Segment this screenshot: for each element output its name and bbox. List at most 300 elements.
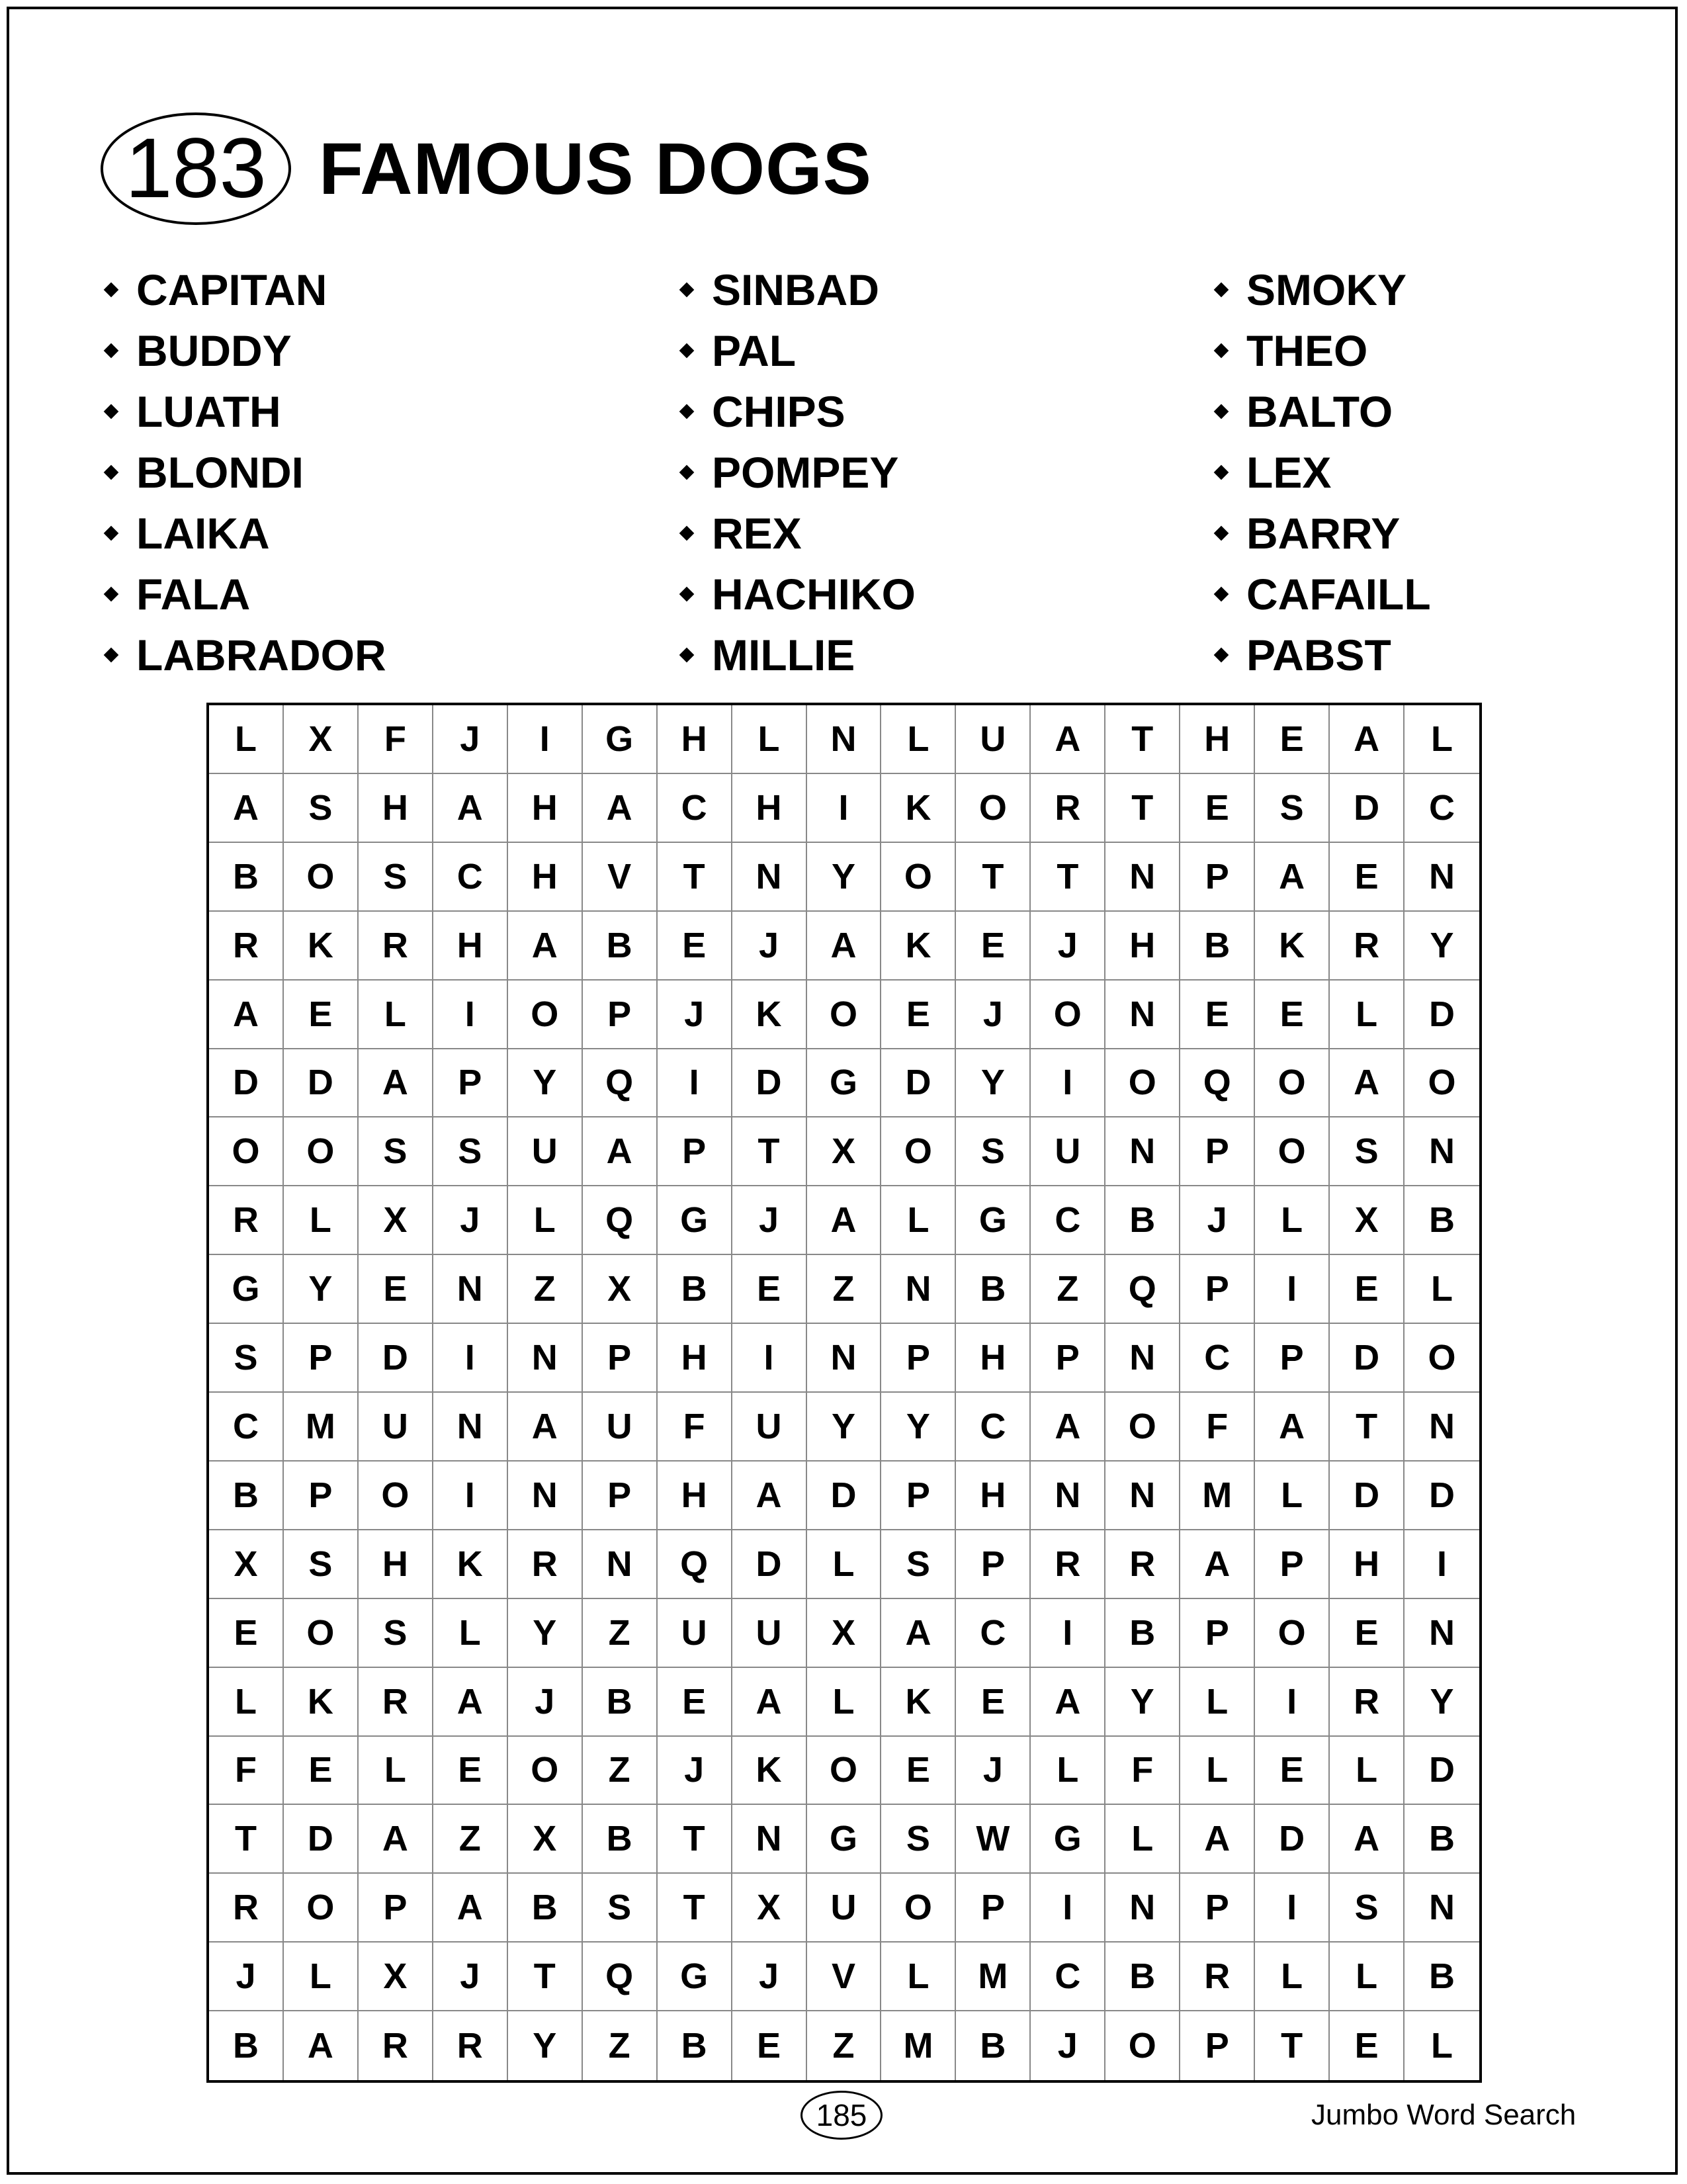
grid-cell: U <box>658 1599 732 1668</box>
grid-cell: O <box>1105 1049 1180 1118</box>
grid-cell: O <box>284 1117 359 1186</box>
grid-cell: O <box>209 1117 284 1186</box>
grid-cell: P <box>1180 1255 1255 1324</box>
page-number: 185 <box>816 2098 867 2132</box>
grid-cell: J <box>658 1737 732 1806</box>
grid-cell: J <box>732 912 807 981</box>
grid-cell: L <box>209 1668 284 1737</box>
grid-cell: D <box>1405 1737 1479 1806</box>
grid-cell: N <box>732 843 807 912</box>
grid-cell: D <box>1330 774 1405 843</box>
grid-cell: N <box>1405 1117 1479 1186</box>
grid-cell: Y <box>1405 1668 1479 1737</box>
word-list-item <box>101 381 386 442</box>
grid-cell: Z <box>508 1255 583 1324</box>
grid-cell: E <box>732 1255 807 1324</box>
grid-cell: D <box>1405 981 1479 1049</box>
grid-cell: L <box>1180 1737 1255 1806</box>
grid-cell: A <box>1031 1668 1105 1737</box>
grid-cell: A <box>1330 1805 1405 1874</box>
grid-cell: Z <box>433 1805 508 1874</box>
grid-cell: O <box>1255 1599 1330 1668</box>
grid-cell: R <box>209 912 284 981</box>
grid-cell: L <box>1255 1943 1330 2011</box>
grid-cell: Q <box>583 1943 658 2011</box>
grid-cell: A <box>433 1668 508 1737</box>
grid-cell: L <box>1405 705 1479 774</box>
grid-cell: C <box>1405 774 1479 843</box>
grid-cell: E <box>1330 1599 1405 1668</box>
grid-cell: O <box>284 1874 359 1943</box>
grid-cell: E <box>1255 705 1330 774</box>
grid-cell: Y <box>508 1599 583 1668</box>
grid-cell: L <box>1330 1737 1405 1806</box>
grid-cell: E <box>284 1737 359 1806</box>
word-text: BLONDI <box>136 448 304 497</box>
grid-cell: V <box>583 843 658 912</box>
word-text: LABRADOR <box>136 631 386 679</box>
grid-cell: L <box>209 705 284 774</box>
grid-cell: D <box>1330 1324 1405 1393</box>
grid-cell: J <box>1031 2011 1105 2080</box>
grid-cell: P <box>658 1117 732 1186</box>
grid-cell: K <box>881 912 956 981</box>
grid-cell: T <box>209 1805 284 1874</box>
grid-cell: L <box>1330 981 1405 1049</box>
grid-cell: E <box>658 1668 732 1737</box>
grid-cell: X <box>1330 1186 1405 1255</box>
grid-cell: N <box>807 1324 882 1393</box>
grid-cell: R <box>1031 774 1105 843</box>
grid-cell: O <box>1405 1324 1479 1393</box>
grid-cell: L <box>1431 2026 1453 2066</box>
grid-cell: K <box>284 1668 359 1737</box>
grid-cell: H <box>1330 1530 1405 1599</box>
grid-cell: B <box>583 912 658 981</box>
word-list-item <box>676 259 916 320</box>
grid-cell: Z <box>807 2011 882 2080</box>
grid-cell: C <box>1031 1943 1105 2011</box>
grid-cell: P <box>956 1530 1031 1599</box>
grid-cell: R <box>359 2011 433 2080</box>
grid-cell: B <box>1105 1186 1180 1255</box>
grid-cell: L <box>359 981 433 1049</box>
grid-cell: S <box>881 1805 956 1874</box>
word-text: CHIPS <box>712 387 845 436</box>
grid-cell: L <box>732 705 807 774</box>
grid-cell: H <box>1180 705 1255 774</box>
grid-cell: X <box>284 705 359 774</box>
grid-cell: R <box>359 912 433 981</box>
grid-cell: F <box>209 1737 284 1806</box>
grid-cell: U <box>508 1117 583 1186</box>
grid-cell: N <box>508 1462 583 1530</box>
grid-cell: B <box>209 2011 284 2080</box>
grid-cell: F <box>658 1393 732 1462</box>
grid-cell: B <box>956 2011 1031 2080</box>
grid-cell: S <box>359 1117 433 1186</box>
grid-cell: G <box>658 1943 732 2011</box>
word-list-item <box>676 564 916 625</box>
grid-cell: O <box>1405 1049 1479 1118</box>
grid-cell: A <box>732 1462 807 1530</box>
word-list-item <box>101 442 386 503</box>
grid-cell: B <box>1105 1943 1180 2011</box>
grid-cell: B <box>658 1255 732 1324</box>
diamond-bullet-icon <box>104 648 119 663</box>
grid-cell: N <box>1405 1599 1479 1668</box>
grid-cell: U <box>359 1393 433 1462</box>
grid-cell: N <box>1405 843 1479 912</box>
grid-cell: S <box>583 1874 658 1943</box>
grid-cell: L <box>1180 1668 1255 1737</box>
grid-cell: Q <box>583 1049 658 1118</box>
grid-cell: G <box>1031 1805 1105 1874</box>
grid-cell: N <box>433 1255 508 1324</box>
grid-cell: A <box>1031 1393 1105 1462</box>
grid-cell: I <box>1255 1255 1330 1324</box>
grid-cell: N <box>433 1393 508 1462</box>
grid-cell: I <box>1031 1874 1105 1943</box>
grid-cell: C <box>433 843 508 912</box>
grid-cell: P <box>956 1874 1031 1943</box>
grid-cell: O <box>508 981 583 1049</box>
grid-cell: A <box>284 2011 359 2080</box>
word-list-item <box>676 381 916 442</box>
grid-cell: B <box>658 2011 732 2080</box>
grid-cell: F <box>359 705 433 774</box>
grid-cell: A <box>583 1117 658 1186</box>
grid-cell: P <box>359 1874 433 1943</box>
diamond-bullet-icon <box>679 283 695 298</box>
word-list-item <box>1211 381 1431 442</box>
diamond-bullet-icon <box>1214 343 1229 359</box>
diamond-bullet-icon <box>679 587 695 602</box>
grid-cell: F <box>1180 1393 1255 1462</box>
grid-cell: J <box>209 1943 284 2011</box>
grid-cell: S <box>284 1530 359 1599</box>
grid-cell: B <box>1105 1599 1180 1668</box>
grid-cell: H <box>1105 912 1180 981</box>
grid-cell: L <box>433 1599 508 1668</box>
grid-cell: U <box>807 1874 882 1943</box>
grid-cell: A <box>807 912 882 981</box>
grid-cell: N <box>583 1530 658 1599</box>
grid-cell: K <box>881 1668 956 1737</box>
word-text: PABST <box>1246 631 1391 679</box>
grid-cell: A <box>359 1805 433 1874</box>
letter-grid <box>206 703 1482 2083</box>
grid-cell: Y <box>956 1049 1031 1118</box>
grid-cell: H <box>433 912 508 981</box>
grid-cell: L <box>284 1186 359 1255</box>
grid-cell: D <box>1255 1805 1330 1874</box>
grid-cell: E <box>284 981 359 1049</box>
grid-cell: N <box>732 1805 807 1874</box>
grid-cell: R <box>1180 1943 1255 2011</box>
grid-cell: S <box>359 843 433 912</box>
diamond-bullet-icon <box>679 343 695 359</box>
grid-cell: B <box>209 843 284 912</box>
grid-cell: O <box>807 981 882 1049</box>
grid-cell: J <box>956 981 1031 1049</box>
grid-cell: D <box>284 1805 359 1874</box>
grid-cell: Y <box>1405 912 1479 981</box>
grid-cell: X <box>583 1255 658 1324</box>
grid-cell: T <box>1330 1393 1405 1462</box>
grid-cell: O <box>1105 1393 1180 1462</box>
diamond-bullet-icon <box>1214 648 1229 663</box>
word-text: BALTO <box>1246 387 1393 436</box>
grid-cell: S <box>881 1530 956 1599</box>
grid-cell: R <box>1330 1668 1405 1737</box>
word-list-item <box>1211 503 1431 564</box>
grid-cell: K <box>881 774 956 843</box>
grid-cell: O <box>1031 981 1105 1049</box>
grid-cell: D <box>359 1324 433 1393</box>
grid-cell: O <box>881 1117 956 1186</box>
grid-cell: J <box>433 705 508 774</box>
grid-cell: H <box>508 843 583 912</box>
grid-cell: P <box>583 1324 658 1393</box>
word-list-item <box>676 320 916 381</box>
grid-cell: O <box>359 1462 433 1530</box>
grid-cell: L <box>1105 1805 1180 1874</box>
diamond-bullet-icon <box>1214 404 1229 419</box>
grid-cell: T <box>1105 705 1180 774</box>
grid-cell: D <box>1330 1462 1405 1530</box>
grid-cell: T <box>658 843 732 912</box>
grid-cell: P <box>1031 1324 1105 1393</box>
grid-cell: G <box>209 1255 284 1324</box>
diamond-bullet-icon <box>104 465 119 480</box>
grid-cell: O <box>956 774 1031 843</box>
grid-cell: E <box>1330 843 1405 912</box>
word-list-column-2 <box>676 259 916 685</box>
grid-cell: Q <box>658 1530 732 1599</box>
grid-cell: B <box>1405 1805 1479 1874</box>
grid-cell: N <box>1105 1117 1180 1186</box>
puzzle-number: 183 <box>125 121 267 216</box>
puzzle-number-badge <box>101 112 291 225</box>
grid-cell: N <box>1105 1874 1180 1943</box>
grid-cell: K <box>732 1737 807 1806</box>
grid-cell: B <box>508 1874 583 1943</box>
grid-cell: T <box>508 1943 583 2011</box>
grid-cell: N <box>881 1255 956 1324</box>
grid-cell: S <box>1255 774 1330 843</box>
grid-cell: B <box>1180 912 1255 981</box>
word-list-column-3 <box>1211 259 1431 685</box>
grid-cell: Y <box>1105 1668 1180 1737</box>
grid-cell: C <box>1031 1186 1105 1255</box>
grid-cell: N <box>1105 1462 1180 1530</box>
grid-cell: A <box>359 1049 433 1118</box>
grid-cell: P <box>433 1049 508 1118</box>
puzzle-title: FAMOUS DOGS <box>319 128 873 210</box>
grid-cell: H <box>658 1324 732 1393</box>
word-text: BUDDY <box>136 326 292 375</box>
diamond-bullet-icon <box>1214 587 1229 602</box>
grid-cell: L <box>881 705 956 774</box>
word-list-item <box>101 503 386 564</box>
grid-cell: A <box>1180 1530 1255 1599</box>
grid-cell: S <box>209 1324 284 1393</box>
grid-cell: I <box>433 1462 508 1530</box>
grid-cell: E <box>732 2011 807 2080</box>
word-list-item <box>676 503 916 564</box>
diamond-bullet-icon <box>104 526 119 541</box>
grid-cell: A <box>732 1668 807 1737</box>
grid-cell: E <box>956 1668 1031 1737</box>
grid-cell: R <box>209 1874 284 1943</box>
grid-cell: A <box>881 1599 956 1668</box>
grid-cell: M <box>881 2011 956 2080</box>
word-list-item <box>1211 442 1431 503</box>
grid-cell: O <box>1255 1117 1330 1186</box>
grid-cell: L <box>1255 1462 1330 1530</box>
diamond-bullet-icon <box>104 343 119 359</box>
grid-cell: L <box>881 1186 956 1255</box>
grid-cell: O <box>881 1874 956 1943</box>
grid-cell: B <box>956 1255 1031 1324</box>
grid-cell: H <box>956 1462 1031 1530</box>
grid-cell: G <box>658 1186 732 1255</box>
grid-cell: U <box>1031 1117 1105 1186</box>
grid-cell: V <box>807 1943 882 2011</box>
grid-cell: M <box>284 1393 359 1462</box>
grid-cell: O <box>807 1737 882 1806</box>
grid-cell: J <box>658 981 732 1049</box>
grid-cell: A <box>433 1874 508 1943</box>
grid-cell: P <box>583 1462 658 1530</box>
diamond-bullet-icon <box>104 587 119 602</box>
grid-cell: E <box>1330 1255 1405 1324</box>
grid-cell: N <box>1105 981 1180 1049</box>
grid-cell: D <box>881 1049 956 1118</box>
grid-cell: D <box>209 1049 284 1118</box>
word-text: LAIKA <box>136 509 270 558</box>
grid-cell: P <box>881 1462 956 1530</box>
word-text: LUATH <box>136 387 281 436</box>
grid-cell: X <box>807 1599 882 1668</box>
word-list-item <box>676 625 916 685</box>
word-list-item <box>1211 320 1431 381</box>
grid-cell: N <box>1105 1324 1180 1393</box>
grid-cell: T <box>1031 843 1105 912</box>
grid-cell: E <box>1180 981 1255 1049</box>
grid-cell: R <box>1330 912 1405 981</box>
grid-cell: A <box>433 774 508 843</box>
grid-cell: A <box>583 774 658 843</box>
grid-cell: E <box>1180 774 1255 843</box>
grid-cell: H <box>359 774 433 843</box>
grid-cell: X <box>209 1530 284 1599</box>
word-list-item <box>1211 259 1431 320</box>
grid-cell: A <box>508 912 583 981</box>
grid-cell: Y <box>881 1393 956 1462</box>
grid-cell: N <box>1405 1393 1479 1462</box>
grid-cell: T <box>658 1805 732 1874</box>
grid-cell: E <box>881 1737 956 1806</box>
grid-cell: R <box>359 1668 433 1737</box>
grid-cell: I <box>433 981 508 1049</box>
grid-cell: L <box>1031 1737 1105 1806</box>
grid-cell: E <box>433 1737 508 1806</box>
grid-cell: K <box>1255 912 1330 981</box>
grid-cell: O <box>1255 1049 1330 1118</box>
grid-cell: Y <box>284 1255 359 1324</box>
grid-cell: L <box>881 1943 956 2011</box>
grid-cell: P <box>1180 1599 1255 1668</box>
diamond-bullet-icon <box>104 283 119 298</box>
grid-cell: S <box>1330 1874 1405 1943</box>
grid-cell: E <box>1330 2011 1405 2080</box>
word-text: REX <box>712 509 802 558</box>
grid-cell: P <box>1180 1117 1255 1186</box>
grid-cell: U <box>732 1393 807 1462</box>
grid-cell: D <box>732 1049 807 1118</box>
grid-cell: I <box>732 1324 807 1393</box>
diamond-bullet-icon <box>679 465 695 480</box>
grid-cell: C <box>956 1393 1031 1462</box>
grid-cell: C <box>658 774 732 843</box>
grid-cell: B <box>209 1462 284 1530</box>
word-text: BARRY <box>1246 509 1401 558</box>
grid-cell: T <box>956 843 1031 912</box>
grid-cell: S <box>284 774 359 843</box>
grid-cell: B <box>583 1805 658 1874</box>
grid-cell: D <box>1405 1462 1479 1530</box>
grid-cell: E <box>209 1599 284 1668</box>
grid-cell: P <box>1255 1324 1330 1393</box>
grid-cell: L <box>1255 1186 1330 1255</box>
grid-cell: B <box>1405 1943 1479 2011</box>
grid-cell: G <box>956 1186 1031 1255</box>
grid-cell: X <box>807 1117 882 1186</box>
grid-cell: K <box>433 1530 508 1599</box>
grid-cell: T <box>1105 774 1180 843</box>
word-text: MILLIE <box>712 631 855 679</box>
grid-cell: T <box>732 1117 807 1186</box>
grid-cell: A <box>1330 705 1405 774</box>
word-list-item <box>1211 625 1431 685</box>
grid-cell: A <box>209 981 284 1049</box>
grid-cell: Y <box>508 2011 583 2080</box>
grid-cell: L <box>359 1737 433 1806</box>
grid-cell: O <box>1105 2011 1180 2080</box>
grid-cell: E <box>956 912 1031 981</box>
grid-cell: P <box>881 1324 956 1393</box>
grid-cell: L <box>807 1530 882 1599</box>
grid-cell: Z <box>583 1599 658 1668</box>
grid-cell: I <box>807 774 882 843</box>
grid-cell: P <box>583 981 658 1049</box>
grid-cell: Y <box>807 1393 882 1462</box>
grid-cell: S <box>956 1117 1031 1186</box>
grid-cell: I <box>1031 1599 1105 1668</box>
grid-cell: A <box>1330 1049 1405 1118</box>
grid-cell: P <box>1180 1874 1255 1943</box>
grid-cell: Z <box>583 1737 658 1806</box>
diamond-bullet-icon <box>679 526 695 541</box>
grid-cell: B <box>1405 1186 1479 1255</box>
grid-cell: E <box>359 1255 433 1324</box>
grid-cell: D <box>807 1462 882 1530</box>
grid-cell: R <box>433 2011 508 2080</box>
grid-cell: C <box>1180 1324 1255 1393</box>
grid-cell: A <box>508 1393 583 1462</box>
